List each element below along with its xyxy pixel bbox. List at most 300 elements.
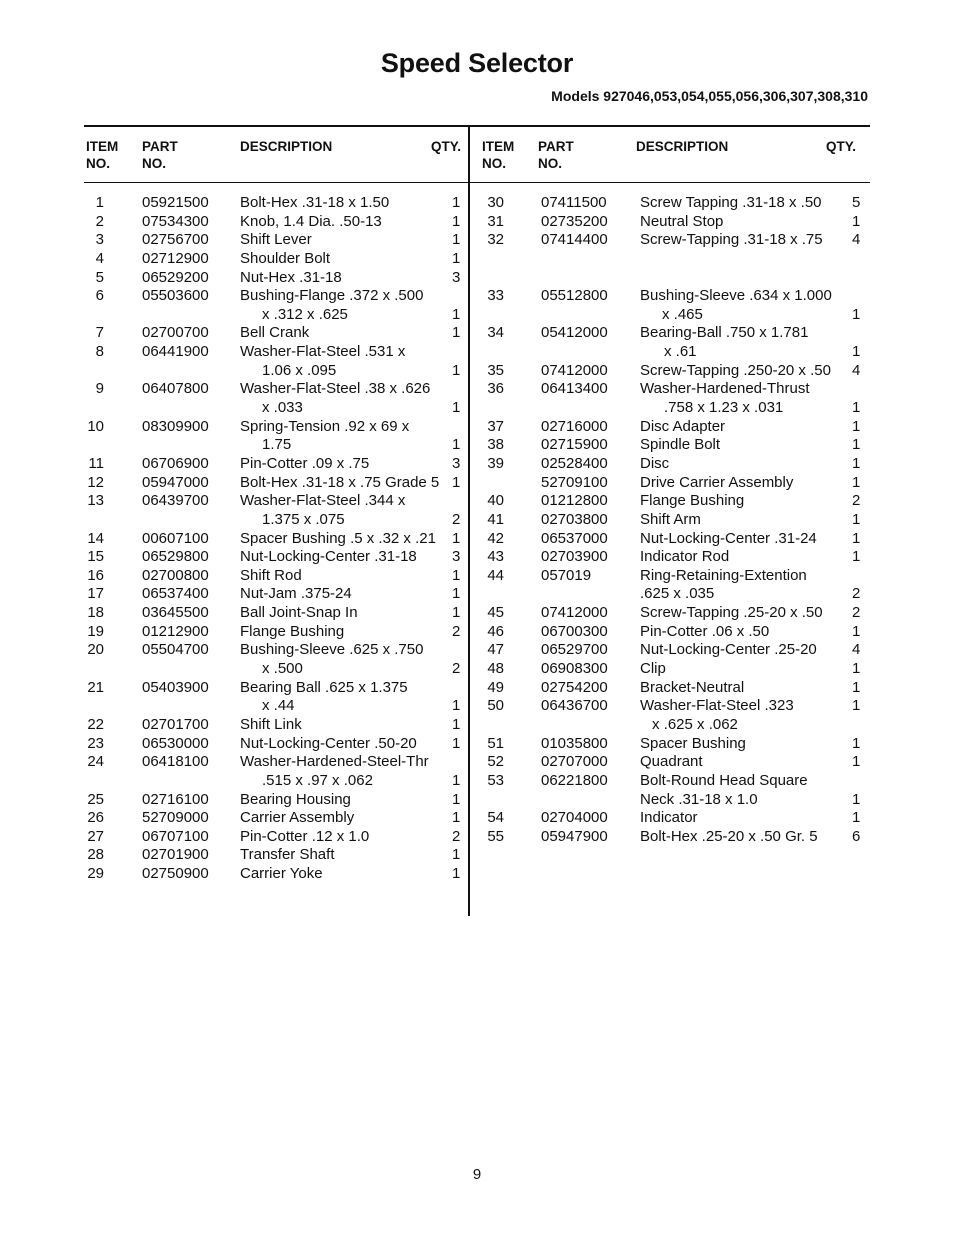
part-quantity: 4 (852, 231, 861, 249)
item-number: 9 (95, 380, 104, 398)
part-number: 02756700 (142, 231, 209, 249)
header-item-no-label: NO. (86, 156, 111, 171)
item-number: 5 (95, 268, 104, 286)
part-description: Spindle Bolt (640, 436, 721, 454)
table-row (0, 231, 468, 250)
table-row (470, 306, 870, 325)
item-number: 10 (87, 417, 104, 435)
part-quantity: 1 (452, 212, 461, 230)
part-description: x .625 x .062 (652, 715, 738, 733)
item-number: 4 (95, 249, 104, 267)
table-row (470, 231, 870, 250)
part-quantity: 4 (852, 361, 861, 379)
item-number: 40 (487, 492, 504, 510)
part-number: 06407800 (142, 380, 209, 398)
item-number: 32 (487, 231, 504, 249)
table-row (0, 343, 468, 362)
item-number: 13 (87, 492, 104, 510)
part-quantity: 3 (452, 548, 461, 566)
part-description: Shift Link (240, 715, 302, 733)
part-description: Quadrant (640, 753, 703, 771)
item-number: 54 (487, 809, 504, 827)
header-item (86, 138, 118, 172)
part-number: 07412000 (541, 361, 608, 379)
item-number: 53 (487, 771, 504, 789)
part-description: Bearing Ball .625 x 1.375 (240, 678, 408, 696)
part-description: 1.06 x .095 (262, 361, 337, 379)
part-description: x .312 x .625 (262, 305, 348, 323)
item-number: 28 (87, 846, 104, 864)
part-number: 01212900 (142, 622, 209, 640)
item-number: 35 (487, 361, 504, 379)
part-number: 05403900 (142, 678, 209, 696)
item-number: 46 (487, 622, 504, 640)
table-row (0, 362, 468, 381)
part-quantity: 1 (452, 809, 461, 827)
header-qty: QTY. (826, 139, 857, 154)
table-row (0, 269, 468, 288)
part-number: 05921500 (142, 194, 209, 211)
part-quantity: 1 (452, 790, 461, 808)
table-row (470, 697, 870, 716)
part-quantity: 1 (852, 212, 861, 230)
header-description: DESCRIPTION (240, 139, 333, 154)
item-number: 51 (487, 734, 504, 752)
part-description: Bolt-Round Head Square (640, 771, 808, 789)
part-number: 06439700 (142, 492, 209, 510)
item-number: 11 (88, 454, 104, 472)
table-row (0, 511, 468, 530)
header-item-no-label: NO. (482, 156, 507, 171)
part-number: 02754200 (541, 678, 608, 696)
table-row (0, 474, 468, 493)
item-number: 17 (87, 585, 104, 603)
item-number: 42 (487, 529, 504, 547)
header-part-label: PART (538, 139, 574, 154)
part-description: Washer-Flat-Steel .344 x (240, 492, 406, 510)
part-description: Pin-Cotter .06 x .50 (640, 622, 770, 640)
part-quantity: 1 (852, 622, 861, 640)
part-description: Washer-Flat-Steel .531 x (240, 343, 406, 361)
table-row (0, 287, 468, 306)
part-number: 02750900 (142, 865, 209, 883)
part-number: 06529200 (142, 268, 209, 286)
part-quantity: 1 (852, 660, 861, 678)
table-row (0, 250, 468, 269)
part-quantity: 3 (452, 454, 461, 472)
item-number: 8 (95, 343, 104, 361)
table-row (0, 697, 468, 716)
item-number: 45 (487, 604, 504, 622)
item-number: 48 (487, 660, 504, 678)
table-row (0, 828, 468, 847)
header-item-label: ITEM (86, 139, 119, 154)
part-quantity: 1 (452, 305, 461, 323)
part-description: Spring-Tension .92 x 69 x (240, 417, 410, 435)
part-quantity: 1 (852, 529, 861, 547)
part-description: Flange Bushing (240, 622, 345, 640)
part-description: Transfer Shaft (240, 846, 335, 864)
part-number: 06529800 (142, 548, 209, 566)
part-description: Drive Carrier Assembly (640, 473, 794, 491)
part-quantity: 2 (852, 604, 861, 622)
table-row (470, 492, 870, 511)
part-description: Bolt-Hex .31-18 x .75 Grade 5 (240, 473, 440, 491)
item-number: 24 (87, 753, 104, 771)
models-line: Models 927046,053,054,055,056,306,307,308,310 (551, 88, 868, 104)
part-description: Spacer Bushing .5 x .32 x .21 (240, 529, 436, 547)
part-quantity: 1 (852, 417, 861, 435)
table-row (470, 772, 870, 791)
part-number: 057019 (541, 566, 592, 584)
part-quantity: 1 (452, 604, 461, 622)
part-description: Shift Arm (640, 510, 701, 528)
header-part (538, 138, 574, 172)
item-number: 52 (487, 753, 504, 771)
table-row (470, 735, 870, 754)
part-number: 07414400 (541, 231, 608, 249)
part-description: Bearing-Ball .750 x 1.781 (640, 324, 809, 342)
part-description: Neutral Stop (640, 212, 724, 230)
part-number: 06529700 (541, 641, 608, 659)
item-number: 18 (87, 604, 104, 622)
table-row (470, 269, 870, 288)
part-description: Nut-Locking-Center .50-20 (240, 734, 417, 752)
table-row (470, 250, 870, 269)
part-quantity: 1 (852, 548, 861, 566)
part-description: Shift Rod (240, 566, 302, 584)
part-number: 07534300 (142, 212, 209, 230)
part-number: 02715900 (541, 436, 608, 454)
part-quantity: 1 (852, 343, 861, 361)
part-quantity: 1 (452, 865, 461, 883)
item-number: 43 (487, 548, 504, 566)
part-quantity: 1 (452, 585, 461, 603)
item-number: 6 (95, 287, 104, 305)
part-quantity: 1 (452, 231, 461, 249)
part-description: x .500 (262, 660, 303, 678)
part-number: 02701700 (142, 715, 209, 733)
part-quantity: 1 (452, 566, 461, 584)
part-quantity: 1 (852, 454, 861, 472)
item-number: 55 (487, 827, 504, 845)
part-number: 52709100 (541, 473, 608, 491)
part-quantity: 1 (852, 473, 861, 491)
table-row (470, 194, 870, 213)
part-description: .515 x .97 x .062 (262, 771, 373, 789)
part-description: .758 x 1.23 x .031 (664, 399, 784, 417)
part-number: 02735200 (541, 212, 608, 230)
item-number: 27 (87, 827, 104, 845)
part-quantity: 1 (852, 790, 861, 808)
part-description: Bell Crank (240, 324, 310, 342)
part-description: Disc Adapter (640, 417, 726, 435)
table-row (0, 641, 468, 660)
part-quantity: 2 (452, 660, 461, 678)
part-quantity: 1 (852, 510, 861, 528)
part-description: Washer-Hardened-Steel-Thr (240, 753, 429, 771)
table-row (0, 772, 468, 791)
part-description: Disc (640, 454, 670, 472)
table-row (0, 567, 468, 586)
part-description: Bolt-Hex .31-18 x 1.50 (240, 194, 390, 211)
part-number: 05512800 (541, 287, 608, 305)
item-number: 38 (487, 436, 504, 454)
part-description: Carrier Yoke (240, 865, 323, 883)
table-row (0, 846, 468, 865)
part-number: 06706900 (142, 454, 209, 472)
part-number: 05412000 (541, 324, 608, 342)
part-description: Nut-Locking-Center .31-18 (240, 548, 417, 566)
part-description: Ring-Retaining-Extention (640, 566, 807, 584)
part-description: x .44 (262, 697, 295, 715)
item-number: 3 (95, 231, 104, 249)
part-number: 06700300 (541, 622, 608, 640)
item-number: 47 (487, 641, 504, 659)
part-quantity: 2 (852, 492, 861, 510)
part-number: 07412000 (541, 604, 608, 622)
table-row (0, 791, 468, 810)
part-quantity: 3 (452, 268, 461, 286)
part-quantity: 1 (852, 436, 861, 454)
item-number: 41 (487, 510, 504, 528)
item-number: 22 (87, 715, 104, 733)
part-description: 1.375 x .075 (262, 510, 345, 528)
part-quantity: 1 (852, 809, 861, 827)
header-part-label: PART (142, 139, 178, 154)
part-description: 1.75 (262, 436, 292, 454)
table-row (470, 679, 870, 698)
part-description: x .61 (664, 343, 697, 361)
part-quantity: 1 (452, 473, 461, 491)
table-row (0, 548, 468, 567)
part-description: Knob, 1.4 Dia. .50-13 (240, 212, 382, 230)
item-number: 15 (87, 548, 104, 566)
item-number: 21 (87, 678, 104, 696)
header-part-no-label: NO. (142, 156, 167, 171)
part-number: 52709000 (142, 809, 209, 827)
part-number: 02700700 (142, 324, 209, 342)
table-row (470, 623, 870, 642)
part-quantity: 1 (452, 324, 461, 342)
header-part (142, 138, 178, 172)
table-row (470, 287, 870, 306)
item-number: 49 (487, 678, 504, 696)
table-row (0, 418, 468, 437)
part-number: 06418100 (142, 753, 209, 771)
table-row (470, 585, 870, 604)
item-number: 31 (487, 212, 504, 230)
part-number: 02528400 (541, 454, 608, 472)
part-number: 02703900 (541, 548, 608, 566)
part-quantity: 2 (452, 827, 461, 845)
part-description: Clip (640, 660, 666, 678)
part-number: 01212800 (541, 492, 608, 510)
part-description: Nut-Locking-Center .31-24 (640, 529, 817, 547)
table-row (470, 343, 870, 362)
part-description: Screw-Tapping .31-18 x .75 (640, 231, 823, 249)
table-row (470, 716, 870, 735)
table-row (470, 418, 870, 437)
part-quantity: 1 (852, 678, 861, 696)
table-row (0, 809, 468, 828)
left-parts-list (0, 194, 468, 884)
table-row (470, 828, 870, 847)
part-number: 01035800 (541, 734, 608, 752)
part-number: 02700800 (142, 566, 209, 584)
header-description: DESCRIPTION (636, 139, 729, 154)
part-description: Pin-Cotter .09 x .75 (240, 454, 370, 472)
part-quantity: 1 (452, 715, 461, 733)
part-number: 05947900 (541, 827, 608, 845)
part-quantity: 1 (452, 399, 461, 417)
table-row (0, 455, 468, 474)
part-description: Screw-Tapping .25-20 x .50 (640, 604, 823, 622)
part-quantity: 6 (852, 827, 861, 845)
part-number: 05504700 (142, 641, 209, 659)
part-description: Bracket-Neutral (640, 678, 745, 696)
item-number: 1 (95, 194, 104, 211)
part-quantity: 1 (852, 753, 861, 771)
part-number: 06530000 (142, 734, 209, 752)
header-item (482, 138, 514, 172)
table-row (0, 604, 468, 623)
item-number: 20 (87, 641, 104, 659)
table-row (470, 660, 870, 679)
part-quantity: 1 (452, 436, 461, 454)
table-row (0, 716, 468, 735)
item-number: 33 (487, 287, 504, 305)
table-row (0, 194, 468, 213)
part-description: Screw-Tapping .250-20 x .50 (640, 361, 831, 379)
item-number: 12 (87, 473, 104, 491)
part-number: 06537400 (142, 585, 209, 603)
part-number: 06537000 (541, 529, 608, 547)
table-row (470, 809, 870, 828)
table-row (0, 735, 468, 754)
item-number: 36 (487, 380, 504, 398)
part-number: 02712900 (142, 249, 209, 267)
part-quantity: 1 (452, 529, 461, 547)
part-number: 06221800 (541, 771, 608, 789)
item-number: 29 (87, 865, 104, 883)
table-row (0, 530, 468, 549)
item-number: 25 (87, 790, 104, 808)
part-number: 08309900 (142, 417, 209, 435)
part-number: 02701900 (142, 846, 209, 864)
part-description: Bushing-Sleeve .634 x 1.000 (640, 287, 832, 305)
part-description: Indicator Rod (640, 548, 730, 566)
part-description: Shift Lever (240, 231, 312, 249)
table-row (470, 324, 870, 343)
item-number: 30 (487, 194, 504, 211)
part-number: 06436700 (541, 697, 608, 715)
part-quantity: 4 (852, 641, 861, 659)
part-number: 07411500 (541, 194, 607, 211)
item-number: 23 (87, 734, 104, 752)
part-number: 06413400 (541, 380, 608, 398)
part-quantity: 2 (852, 585, 861, 603)
part-number: 06441900 (142, 343, 209, 361)
header-qty: QTY. (431, 139, 462, 154)
header-item-label: ITEM (482, 139, 515, 154)
part-description: Flange Bushing (640, 492, 745, 510)
table-row (470, 362, 870, 381)
part-description: Bearing Housing (240, 790, 351, 808)
item-number: 2 (95, 212, 104, 230)
item-number: 50 (487, 697, 504, 715)
table-header-rule (84, 182, 870, 183)
part-quantity: 1 (452, 194, 461, 211)
part-description: Washer-Flat-Steel .38 x .626 (240, 380, 431, 398)
part-description: Washer-Hardened-Thrust (640, 380, 810, 398)
part-description: Nut-Hex .31-18 (240, 268, 342, 286)
table-row (0, 492, 468, 511)
part-description: .625 x .035 (640, 585, 715, 603)
item-number: 7 (95, 324, 104, 342)
part-number: 06707100 (142, 827, 209, 845)
table-row (470, 474, 870, 493)
table-row (0, 679, 468, 698)
part-number: 03645500 (142, 604, 209, 622)
part-quantity: 2 (452, 622, 461, 640)
table-row (470, 436, 870, 455)
part-description: Pin-Cotter .12 x 1.0 (240, 827, 370, 845)
page-number: 9 (472, 1166, 482, 1183)
part-quantity: 5 (852, 194, 861, 211)
part-description: Ball Joint-Snap In (240, 604, 358, 622)
table-row (470, 455, 870, 474)
item-number: 14 (87, 529, 104, 547)
part-description: Nut-Locking-Center .25-20 (640, 641, 817, 659)
table-top-rule (84, 125, 870, 127)
table-row (0, 213, 468, 232)
right-parts-list (470, 194, 870, 846)
header-part-no-label: NO. (538, 156, 563, 171)
table-row (470, 604, 870, 623)
part-description: x .465 (662, 305, 703, 323)
part-description: x .033 (262, 399, 303, 417)
part-description: Screw Tapping .31-18 x .50 (640, 194, 822, 211)
part-number: 06908300 (541, 660, 608, 678)
table-row (0, 660, 468, 679)
part-number: 02703800 (541, 510, 608, 528)
part-description: Bushing-Flange .372 x .500 (240, 287, 424, 305)
part-description: Spacer Bushing (640, 734, 746, 752)
table-row (470, 791, 870, 810)
table-row (0, 380, 468, 399)
table-row (0, 306, 468, 325)
table-row (470, 213, 870, 232)
part-quantity: 1 (852, 697, 861, 715)
table-row (470, 548, 870, 567)
table-row (0, 753, 468, 772)
part-description: Nut-Jam .375-24 (240, 585, 352, 603)
item-number: 34 (487, 324, 504, 342)
part-quantity: 1 (852, 399, 861, 417)
item-number: 16 (87, 566, 104, 584)
part-number: 02707000 (541, 753, 608, 771)
table-row (470, 399, 870, 418)
table-row (0, 324, 468, 343)
part-description: Indicator (640, 809, 698, 827)
part-number: 00607100 (142, 529, 209, 547)
table-row (470, 641, 870, 660)
table-row (0, 399, 468, 418)
item-number: 39 (487, 454, 504, 472)
part-quantity: 1 (452, 734, 461, 752)
part-number: 05503600 (142, 287, 209, 305)
